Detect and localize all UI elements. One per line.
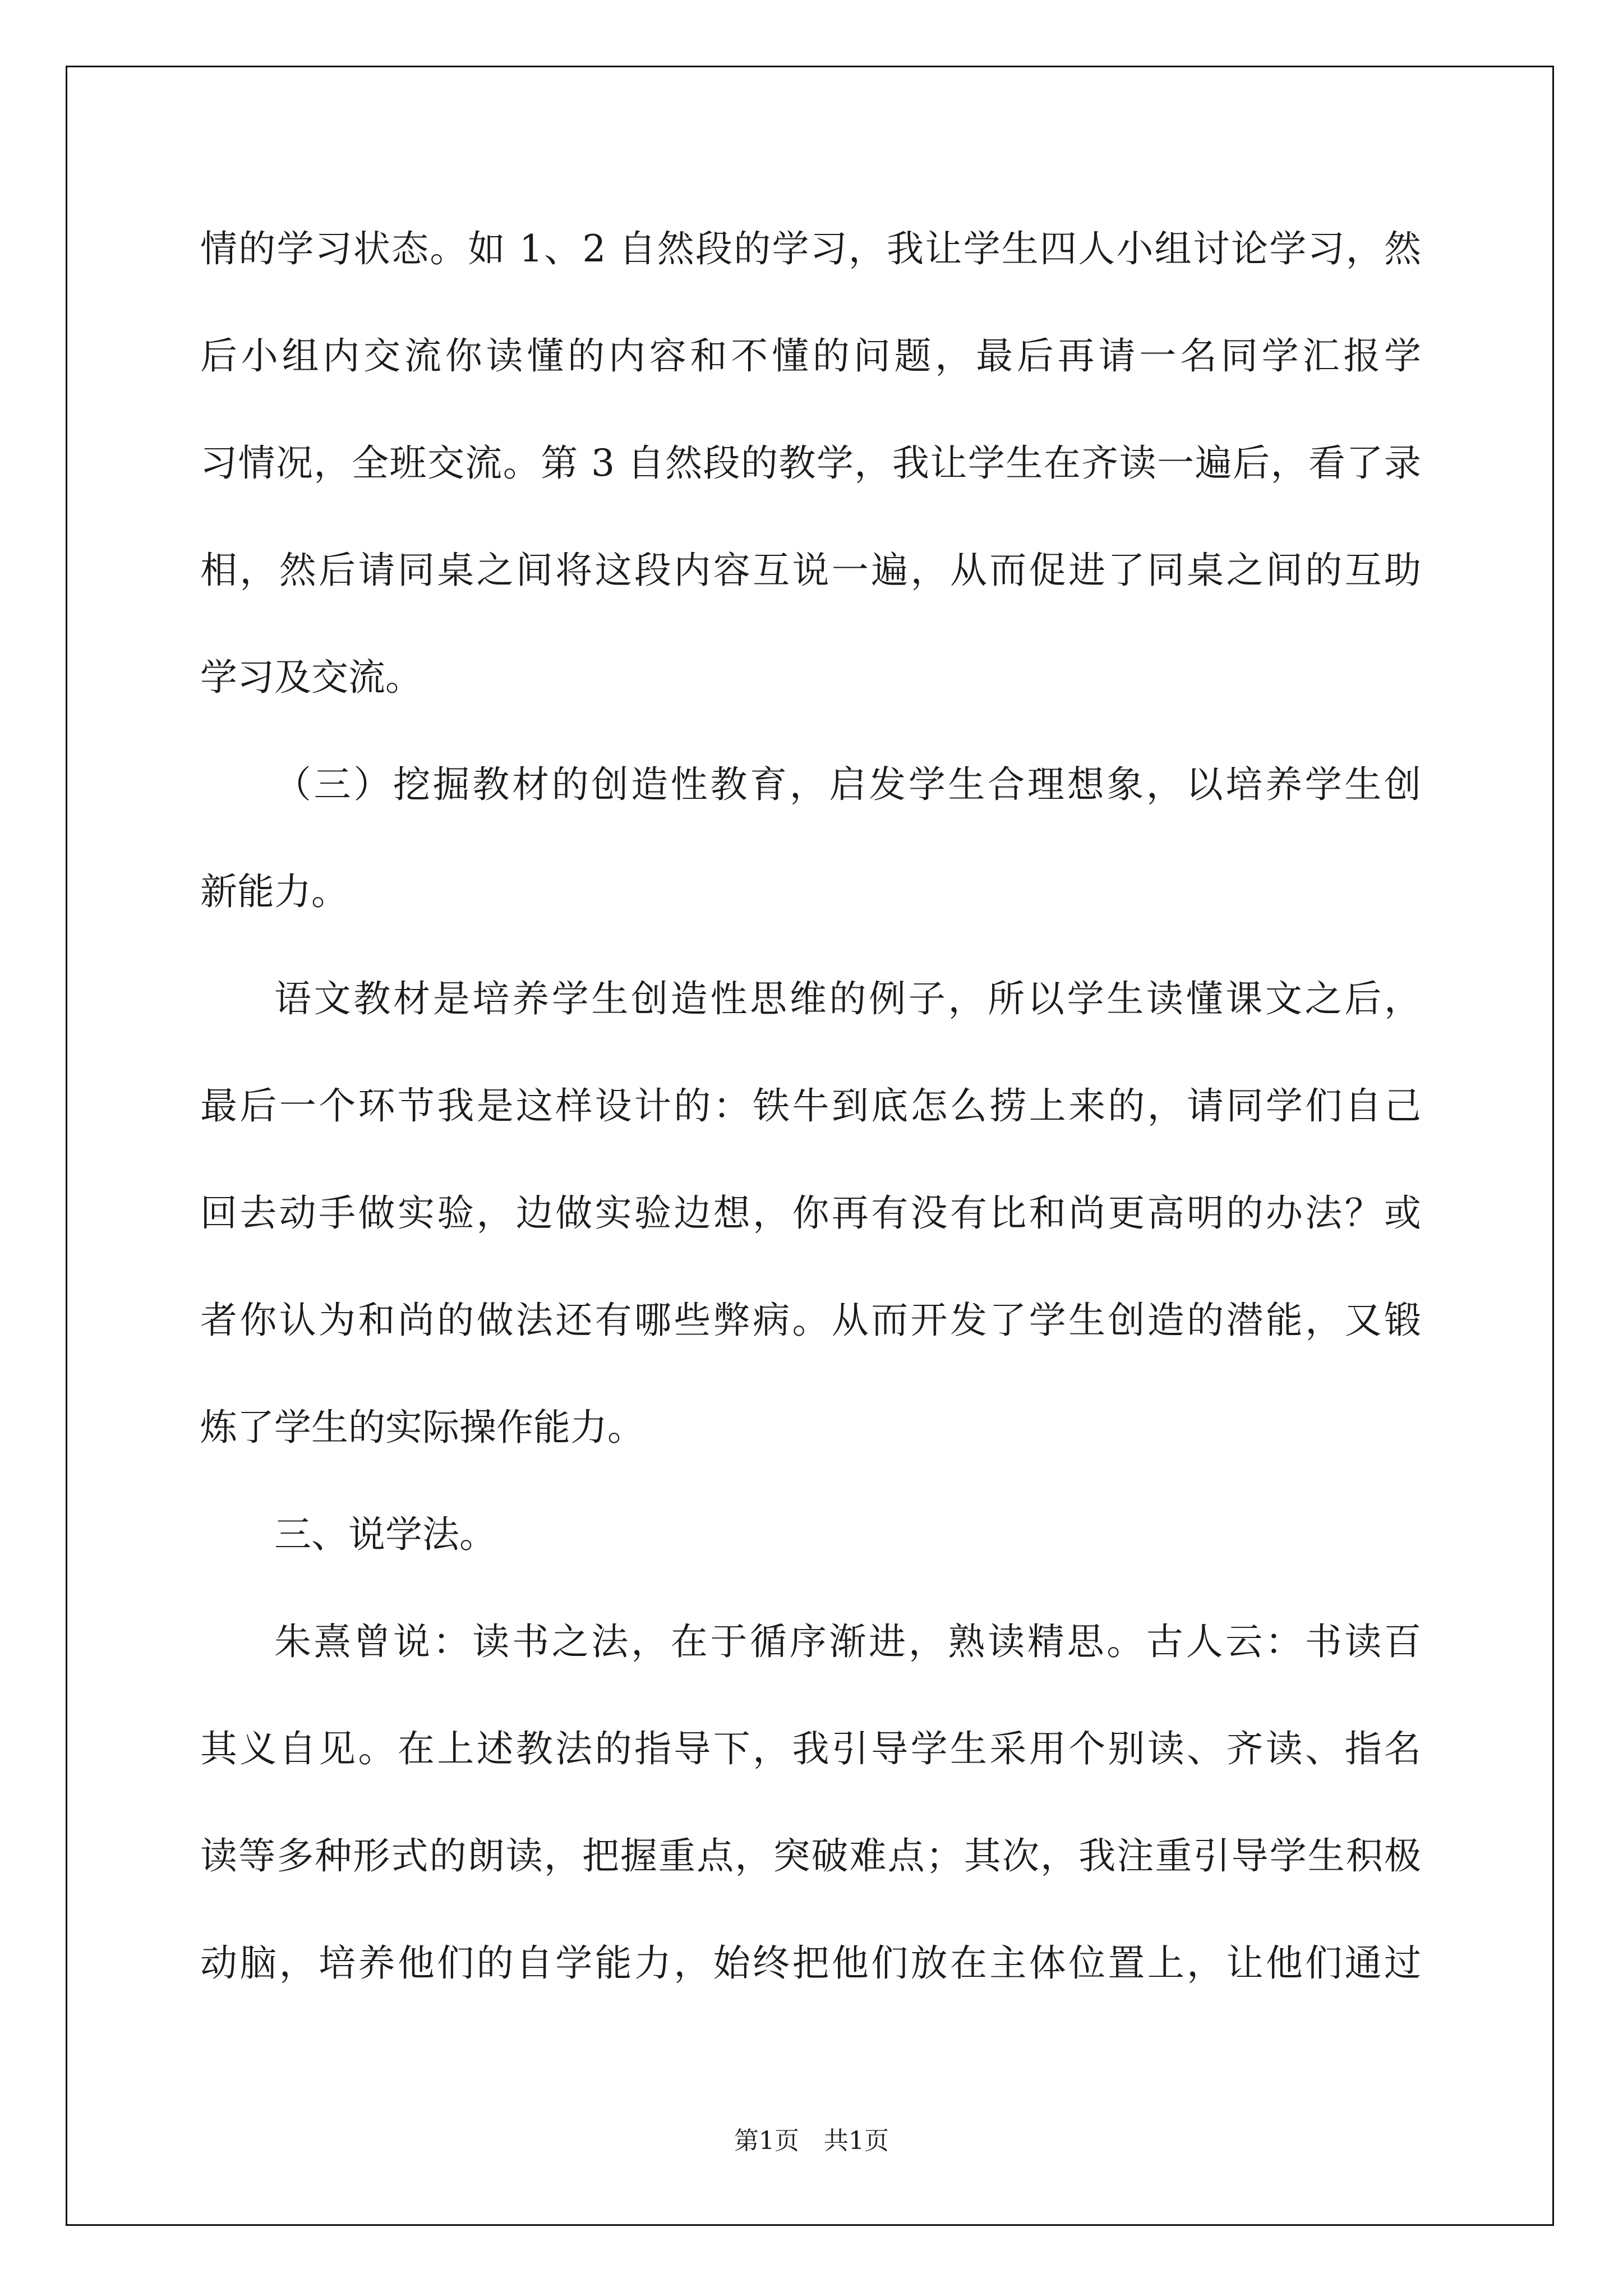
text-line: 炼了学生的实际操作能力。 (200, 1406, 644, 1449)
text-line: 情的学习状态。如 1、2 自然段的学习，我让学生四人小组讨论学习，然 (200, 227, 1421, 270)
text-line: 最后一个环节我是这样设计的：铁牛到底怎么捞上来的，请同学们自己 (200, 1084, 1421, 1128)
page-footer: 第1页 共1页 (734, 2127, 889, 2155)
text-line: 读等多种形式的朗读，把握重点，突破难点；其次，我注重引导学生积极 (200, 1834, 1421, 1878)
section-heading (200, 1481, 1421, 1588)
paragraph-continuation (200, 195, 1421, 731)
text-line: 习情况，全班交流。第 3 自然段的教学，我让学生在齐读一遍后，看了录 (200, 441, 1421, 485)
text-line: 朱熹曾说：读书之法，在于循序渐进，熟读精思。古人云：书读百 (274, 1620, 1421, 1663)
text-line: （三）挖掘教材的创造性教育，启发学生合理想象，以培养学生创 (274, 763, 1421, 806)
text-line: 语文教材是培养学生创造性思维的例子，所以学生读懂课文之后， (274, 977, 1421, 1020)
text-line: 回去动手做实验，边做实验边想，你再有没有比和尚更高明的办法？或 (200, 1191, 1421, 1235)
text-line: 后小组内交流你读懂的内容和不懂的问题，最后再请一名同学汇报学 (200, 334, 1421, 378)
paragraph-study-method (200, 1588, 1421, 2017)
paragraph-teaching-material (200, 945, 1421, 1481)
section-title: 三、说学法。 (274, 1513, 496, 1556)
text-line: 新能力。 (200, 870, 348, 913)
paragraph-section-heading-3 (200, 731, 1421, 945)
text-line: 者你认为和尚的做法还有哪些弊病。从而开发了学生创造的潜能，又锻 (200, 1299, 1421, 1342)
text-line: 学习及交流。 (200, 656, 422, 699)
text-line: 其义自见。在上述教法的指导下，我引导学生采用个别读、齐读、指名 (200, 1727, 1421, 1770)
document-body (200, 195, 1421, 2017)
text-line: 相，然后请同桌之间将这段内容互说一遍，从而促进了同桌之间的互助 (200, 549, 1421, 592)
text-line: 动脑，培养他们的自学能力，始终把他们放在主体位置上，让他们通过 (200, 1941, 1421, 1985)
